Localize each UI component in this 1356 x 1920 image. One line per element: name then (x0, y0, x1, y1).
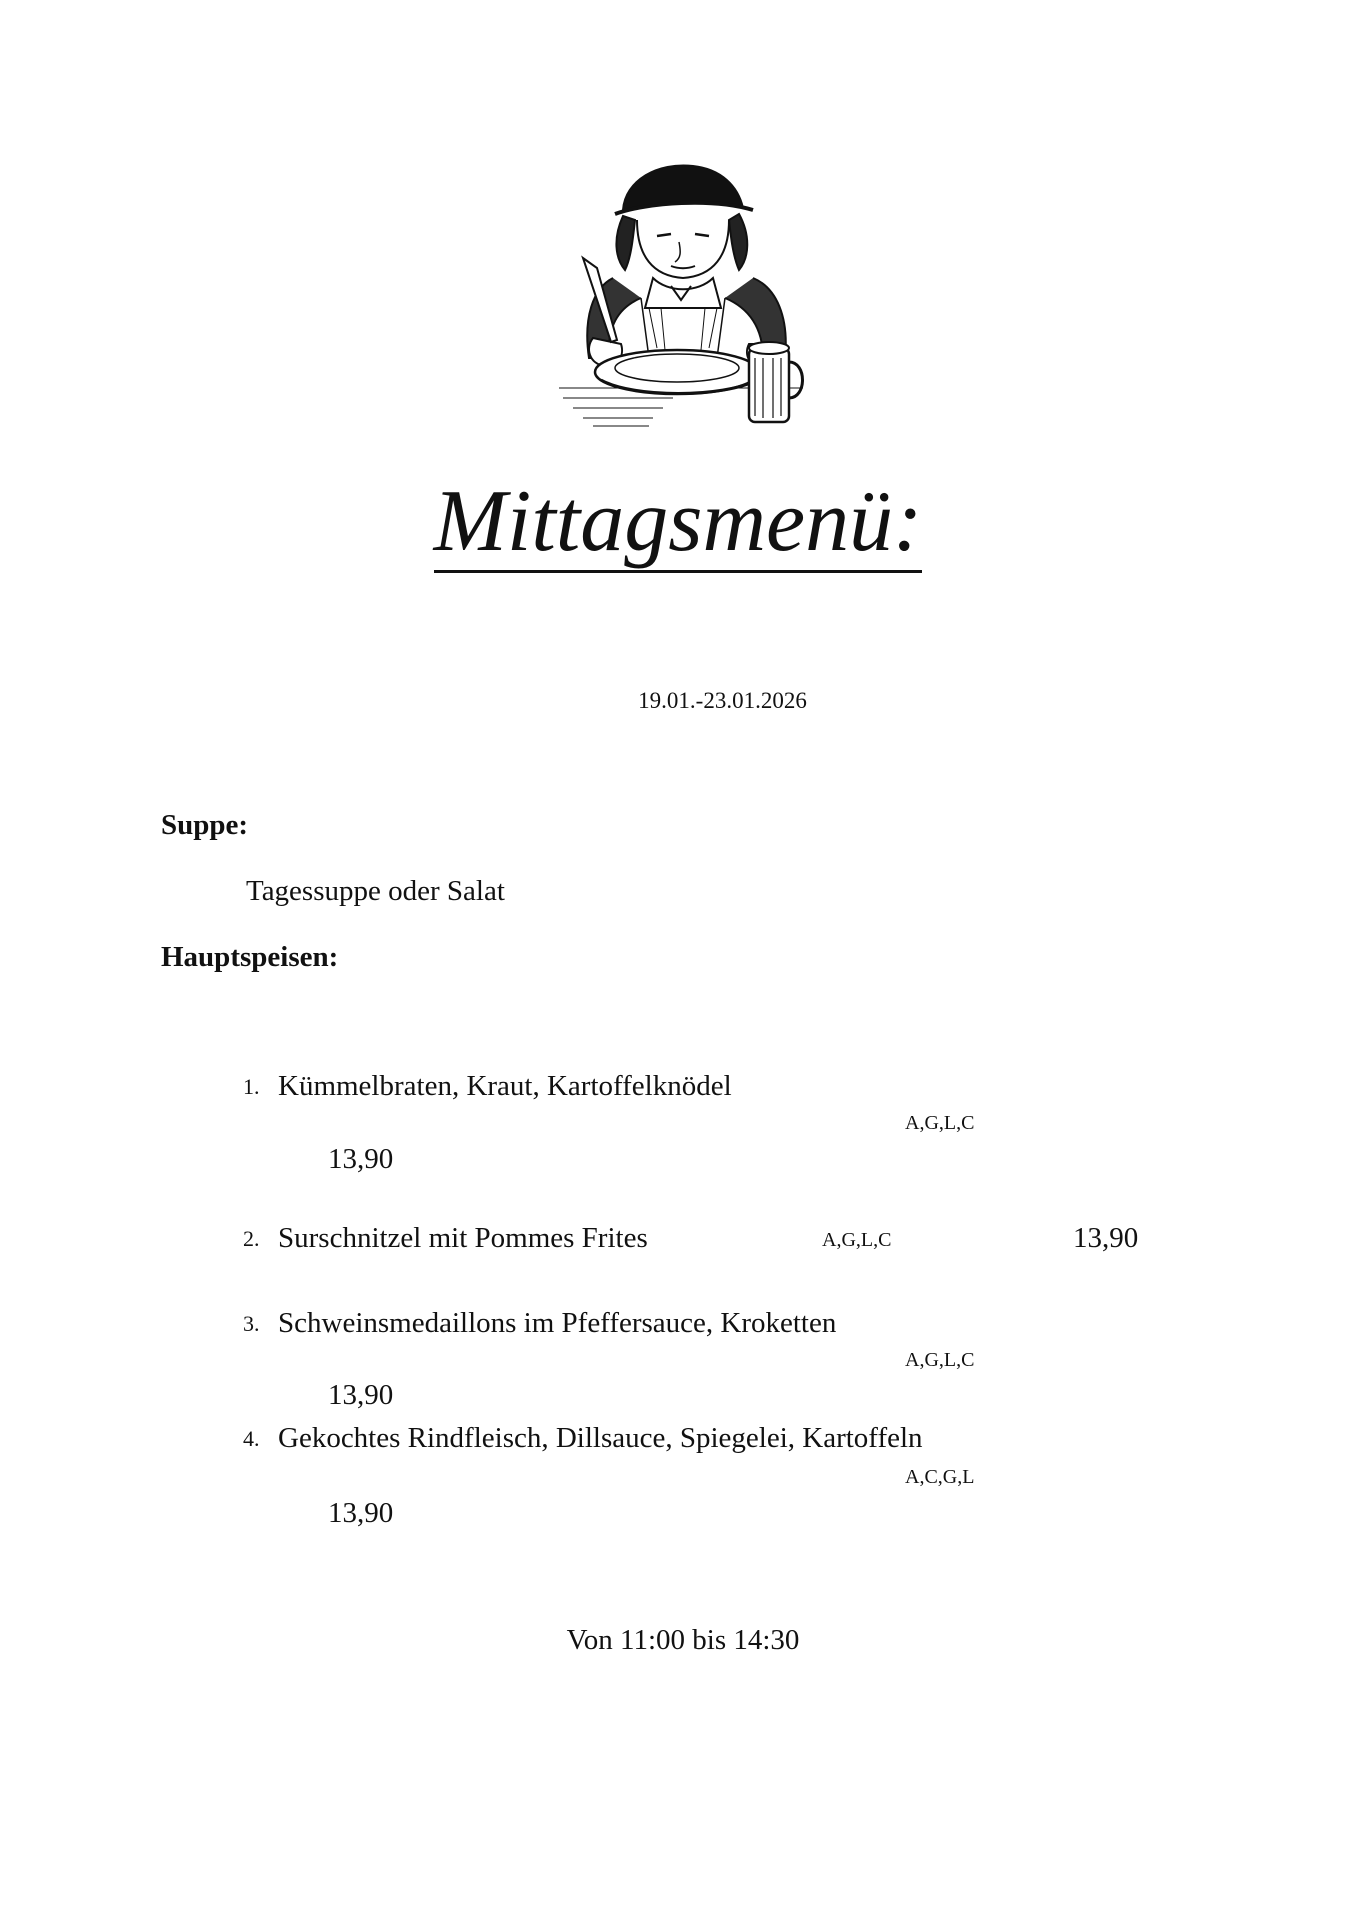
date-range: 19.01.-23.01.2026 (638, 688, 807, 713)
page-title-text: Mittagsmenü: (434, 473, 923, 573)
menu-item-1-price: 13,90 (328, 1143, 394, 1175)
menu-item-1-number: 1. (243, 1074, 260, 1099)
menu-item-4-price: 13,90 (328, 1497, 394, 1529)
menu-item-2-allergens: A,G,L,C (822, 1229, 892, 1251)
menu-item-1-allergens: A,G,L,C (905, 1112, 975, 1134)
menu-item-2-price: 13,90 (1073, 1222, 1139, 1254)
menu-item-3-allergens: A,G,L,C (905, 1349, 975, 1371)
menu-item-3-name: Schweinsmedaillons im Pfeffersauce, Kroketten (278, 1307, 837, 1339)
diner-illustration-icon (553, 158, 817, 434)
page-title (0, 472, 1356, 572)
menu-item-2-name: Surschnitzel mit Pommes Frites (278, 1222, 648, 1254)
menu-item-3-number: 3. (243, 1311, 260, 1336)
serving-hours: Von 11:00 bis 14:30 (566, 1624, 800, 1656)
menu-item-3-price: 13,90 (328, 1379, 394, 1411)
menu-item-4-allergens: A,C,G,L (905, 1466, 975, 1488)
menu-item-4-name: Gekochtes Rindfleisch, Dillsauce, Spiegelei, Kartoffeln (278, 1422, 923, 1454)
menu-item-2-number: 2. (243, 1226, 260, 1251)
menu-item-4-number: 4. (243, 1426, 260, 1451)
soup-item: Tagessuppe oder Salat (246, 875, 505, 907)
soup-heading: Suppe: (161, 809, 249, 841)
mains-heading: Hauptspeisen: (161, 941, 339, 973)
menu-item-1-name: Kümmelbraten, Kraut, Kartoffelknödel (278, 1070, 732, 1102)
